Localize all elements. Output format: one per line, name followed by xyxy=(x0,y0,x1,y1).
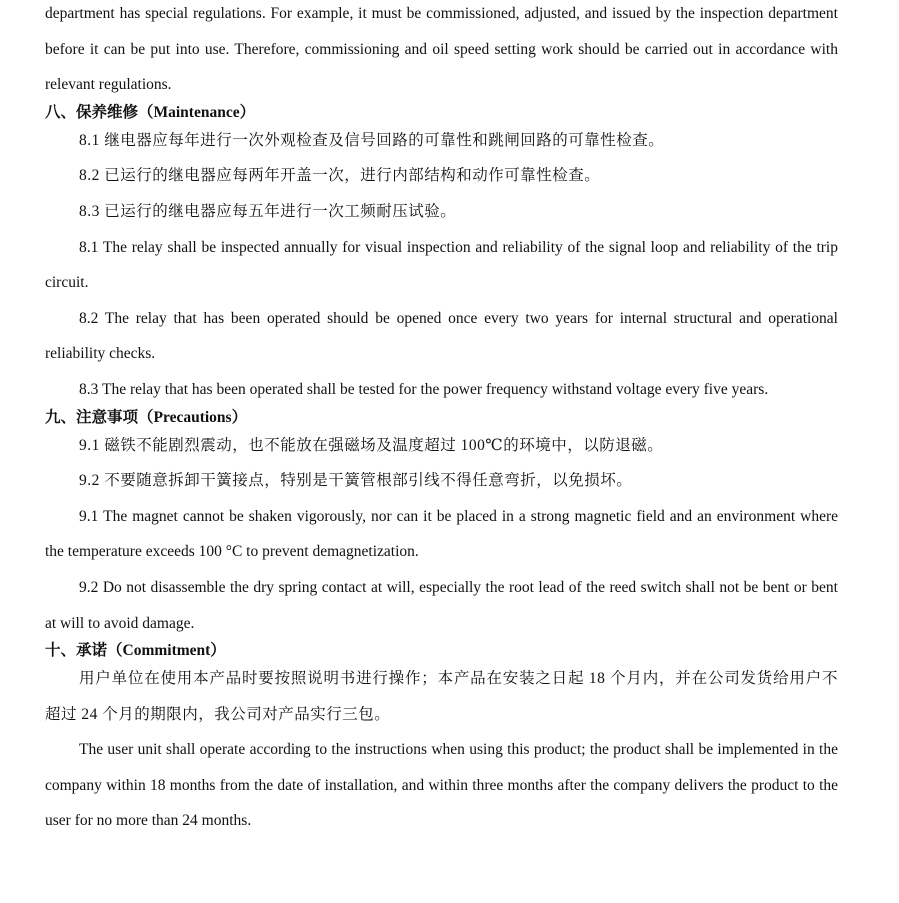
maintenance-heading: 八、保养维修（Maintenance） xyxy=(45,103,256,121)
commitment-zh-paragraph: 用户单位在使用本产品时要按照说明书进行操作；本产品在安装之日起 18 个月内，并在公司发货给用户不超过 24 个月的期限内，我公司对产品实行三包。 xyxy=(45,670,838,723)
maintenance-en-item-1: 8.1 The relay shall be inspected annually for visual inspection and reliability of the signal loop and reliability of the trip circuit. xyxy=(45,238,838,292)
document-page xyxy=(45,0,838,839)
maintenance-zh-item-1: 8.1 继电器应每年进行一次外观检查及信号回路的可靠性和跳闸回路的可靠性检查。 xyxy=(79,131,665,149)
commitment-en-paragraph: The user unit shall operate according to the instructions when using this product; the product shall be implemented in the company within 18 months from the date of installation, and within three months after the company delivers the product to the user for no more than 24 months. xyxy=(45,741,838,830)
precautions-heading: 九、注意事项（Precautions） xyxy=(45,408,248,426)
maintenance-zh-item-2: 8.2 已运行的继电器应每两年开盖一次，进行内部结构和动作可靠性检查。 xyxy=(79,167,601,185)
maintenance-zh-item-3: 8.3 已运行的继电器应每五年进行一次工频耐压试验。 xyxy=(79,202,457,220)
commitment-heading: 十、承诺（Commitment） xyxy=(45,642,226,660)
intro-paragraph-tail: department has special regulations. For example, it must be commissioned, adjusted, and issued by the inspection department before it can be put into use. Therefore, commissioning and oil speed setting work should be carried out in accordance with relevant regulations. xyxy=(45,5,838,94)
precautions-en-item-2: 9.2 Do not disassemble the dry spring contact at will, especially the root lead of the reed switch shall not be bent or bent at will to avoid damage. xyxy=(45,578,838,632)
precautions-en-item-1: 9.1 The magnet cannot be shaken vigorously, nor can it be placed in a strong magnetic field and an environment where the temperature exceeds 100 °C to prevent demagnetization. xyxy=(45,507,838,561)
precautions-zh-item-2: 9.2 不要随意拆卸干簧接点，特别是干簧管根部引线不得任意弯折，以免损坏。 xyxy=(79,472,633,490)
maintenance-en-item-3: 8.3 The relay that has been operated shall be tested for the power frequency withstand voltage every five years. xyxy=(79,380,769,398)
precautions-zh-item-1: 9.1 磁铁不能剧烈震动，也不能放在强磁场及温度超过 100℃的环境中，以防退磁。 xyxy=(79,436,664,454)
maintenance-en-item-2: 8.2 The relay that has been operated should be opened once every two years for internal structural and operational reliability checks. xyxy=(45,309,838,363)
